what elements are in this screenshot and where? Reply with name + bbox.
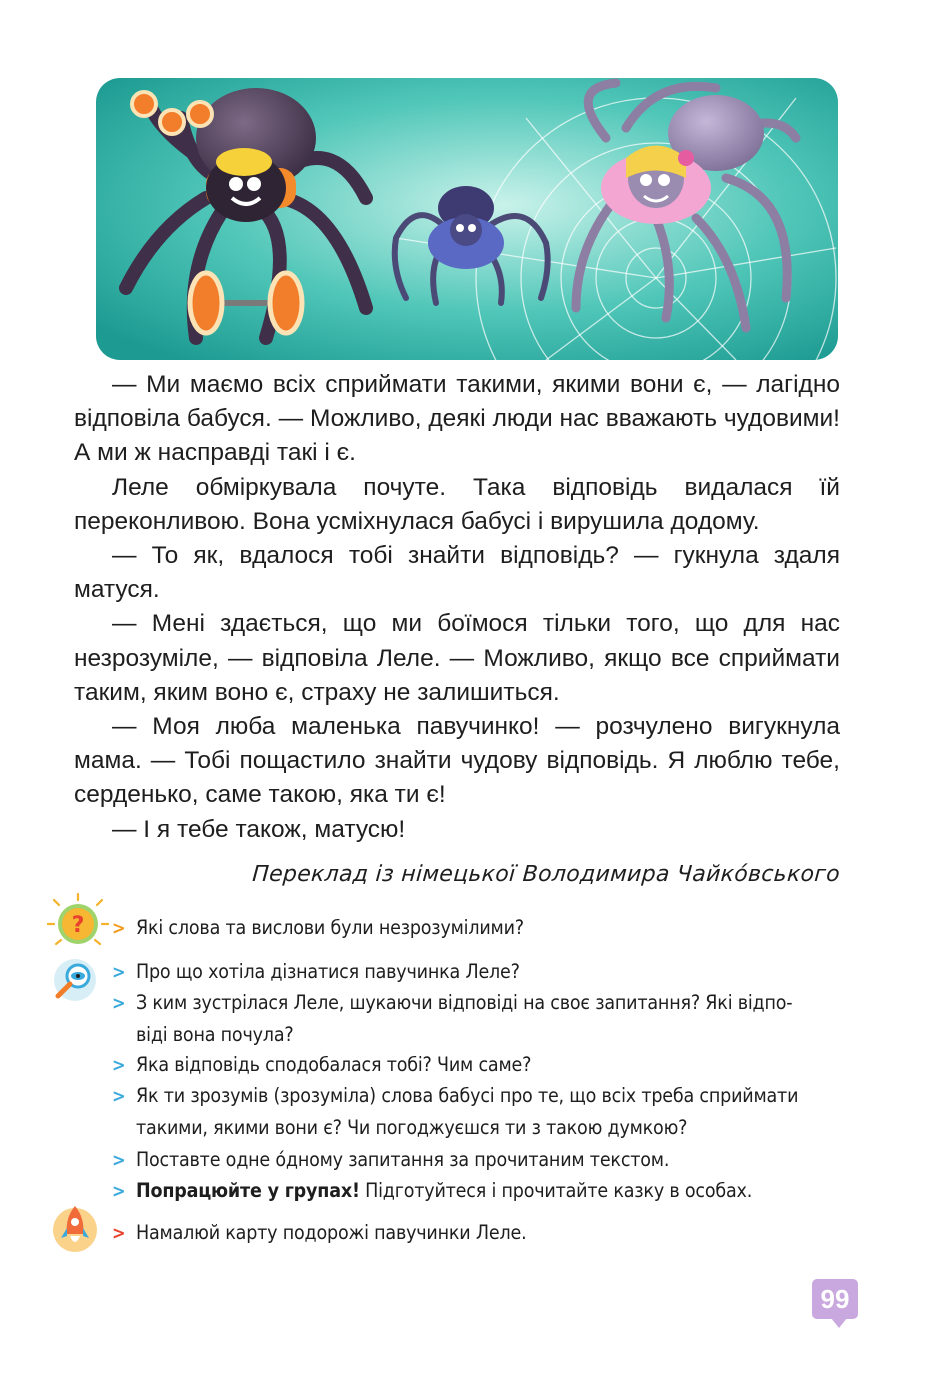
story-paragraph: — То як, вдалося тобі знайти відповідь? — гукнула здаля матуся. [74, 542, 840, 604]
question-item: > Попрацюйте у групах! Підготуйтеся і прочитайте казку в особах. [112, 1176, 842, 1208]
bullet-icon: > [112, 918, 126, 939]
bullet-icon: > [112, 1223, 126, 1244]
spiders-illustration [96, 78, 838, 360]
group-work-lead: Попрацюйте у групах! [136, 1179, 360, 1202]
bullet-icon: > [112, 962, 126, 983]
question-item: > Поставте одне о́дному запитання за прочитаним текстом. [112, 1145, 842, 1177]
page-number: 99 [812, 1279, 858, 1319]
question-item: > Як ти зрозумів (зрозуміла) слова бабусі про те, що всіх треба сприймати такими, якими вони є? Чи погоджуєшся ти з такою думкою? [112, 1084, 799, 1139]
question-item: > З ким зустрілася Леле, шукаючи відповіді на своє запитання? Які відпо- віді вона почула? [112, 991, 793, 1046]
story-paragraph: Леле обміркувала почуте. Така відповідь видалася їй переконливою. Вона усміхнулася бабусі і вирушила додому. [74, 473, 840, 535]
question-mark-icon [44, 890, 112, 950]
question-item: > Які слова та вислови були незрозумілими? [112, 913, 842, 945]
magnifier-eye-icon [48, 956, 102, 1004]
bullet-icon: > [112, 1055, 126, 1076]
rocket-icon [50, 1200, 100, 1256]
translation-credit: Переклад із німецької Володимира Чайко́вського [251, 862, 841, 887]
svg-text:?: ? [71, 913, 85, 938]
bullet-icon: > [112, 1150, 126, 1171]
story-paragraph: — Ми маємо всіх сприймати такими, якими вони є, — лагідно відповіла бабуся. — Можливо, деякі люди нас вважають чудовими! А ми ж насправді такі і є. [74, 371, 840, 467]
story-paragraph: — Мені здається, що ми боїмося тільки того, що для нас незрозуміле, — відповіла Леле. — Можливо, якщо все сприймати таким, яким воно є, страху не залишиться. [74, 610, 840, 706]
bullet-icon: > [112, 993, 126, 1014]
bullet-icon: > [112, 1086, 126, 1107]
bullet-icon: > [112, 1181, 126, 1202]
question-item: > Намалюй карту подорожі павучинки Леле. [112, 1218, 842, 1250]
story-paragraph: — І я тебе також, матусю! [112, 815, 406, 843]
question-item: > Яка відповідь сподобалася тобі? Чим саме? [112, 1050, 842, 1082]
question-item: > Про що хотіла дізнатися павучинка Леле? [112, 957, 842, 989]
story-paragraph: — Моя люба маленька павучинко! — розчулено вигукнула мама. — Тобі пощастило знайти чудову відповідь. Я люблю тебе, серденько, саме такою, яка ти є! [74, 713, 840, 809]
story-text [74, 368, 840, 847]
